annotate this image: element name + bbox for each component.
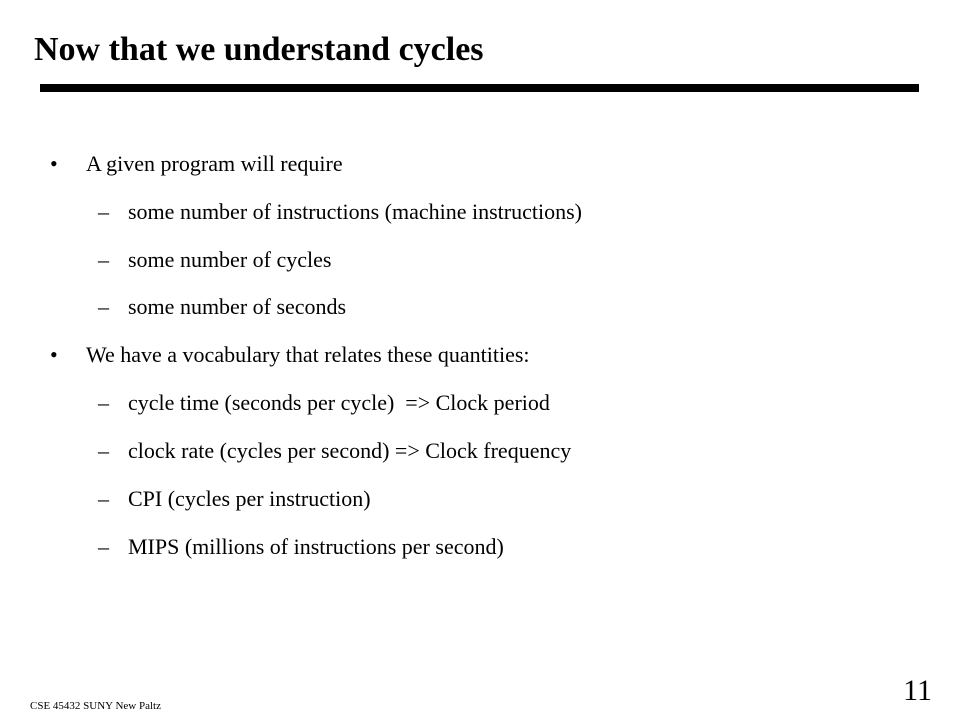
subitem-text: cycle time (seconds per cycle) => Clock period: [128, 390, 550, 415]
subitem-text: CPI (cycles per instruction): [128, 486, 371, 511]
subitem-marker: –: [98, 247, 109, 272]
subitem-marker: –: [98, 438, 109, 463]
subitem-text: some number of seconds: [128, 294, 347, 319]
bullet-marker: •: [50, 151, 58, 176]
footer-course-label: CSE 45432 SUNY New Paltz: [30, 700, 161, 712]
bullet-marker: •: [50, 342, 58, 367]
subitem-marker: –: [98, 390, 109, 415]
subitem-text: clock rate (cycles per second) => Clock frequency: [128, 438, 572, 463]
slide-title: Now that we understand cycles: [34, 31, 484, 68]
subitem-text: some number of instructions (machine instructions): [128, 199, 582, 224]
page-number: 11: [903, 674, 932, 707]
bullet-text: We have a vocabulary that relates these quantities:: [86, 342, 530, 367]
subitem-text: MIPS (millions of instructions per second): [128, 534, 504, 559]
subitem-marker: –: [98, 294, 109, 319]
subitem-marker: –: [98, 486, 109, 511]
subitem-marker: –: [98, 199, 109, 224]
subitem-marker: –: [98, 534, 109, 559]
subitem-text: some number of cycles: [128, 247, 332, 272]
bullet-text: A given program will require: [86, 151, 343, 176]
